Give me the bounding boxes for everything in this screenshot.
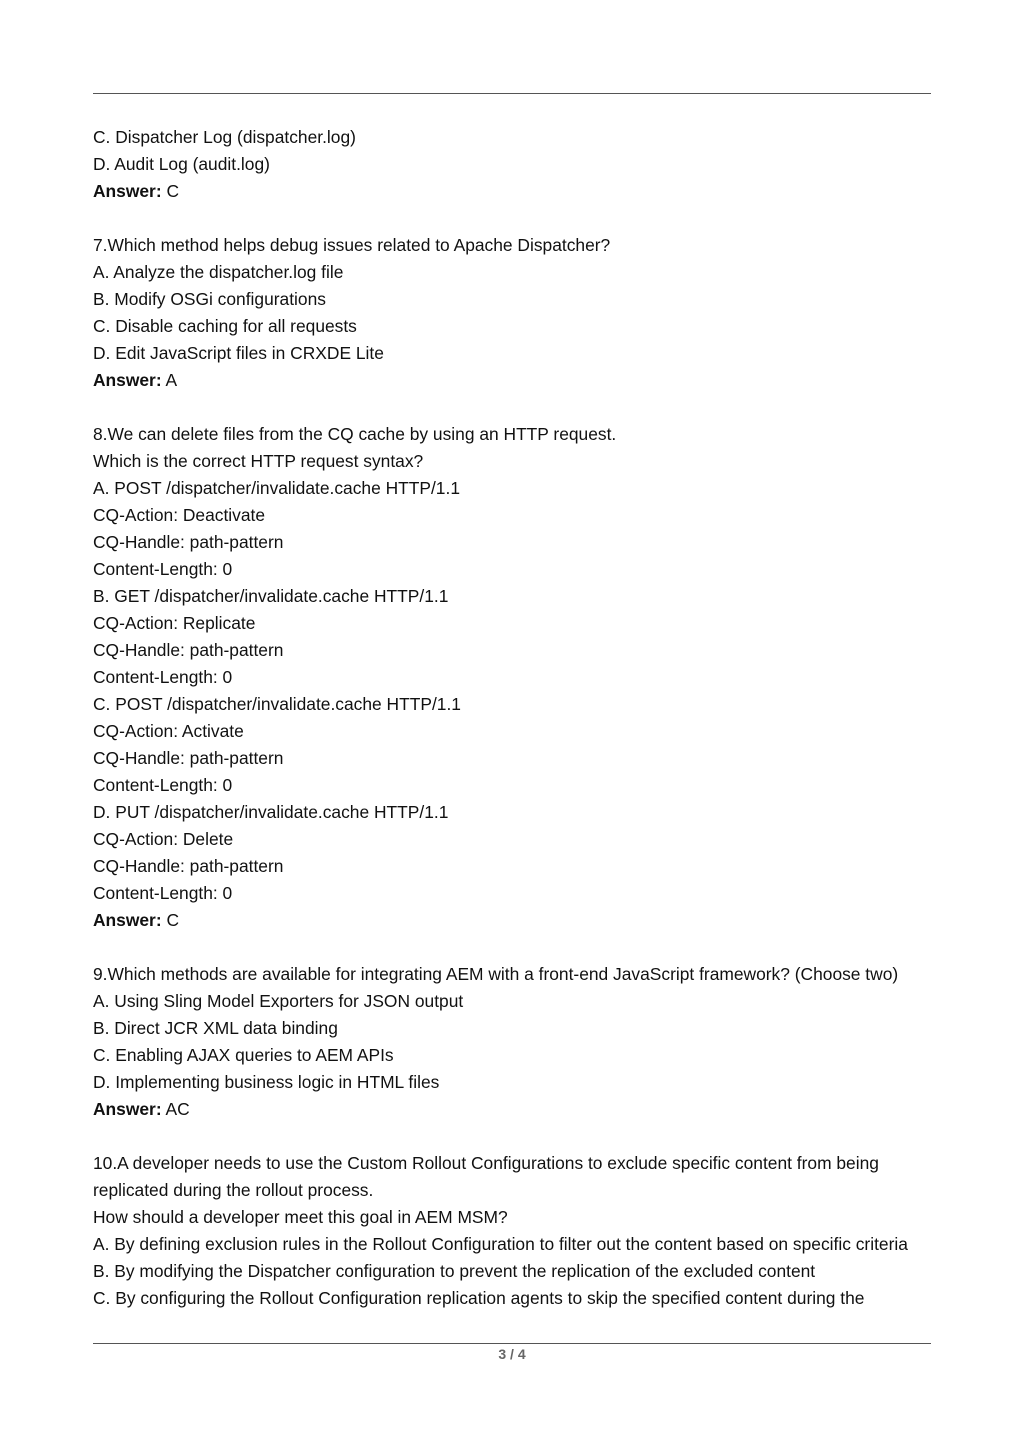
answer-label: Answer: <box>93 1099 162 1119</box>
question-10 <box>93 1150 943 1312</box>
option-b-line: CQ-Handle: path-pattern <box>93 640 284 660</box>
question-text: Which is the correct HTTP request syntax? <box>93 451 424 471</box>
question-text: 10.A developer needs to use the Custom Rollout Configurations to exclude specific content from being <box>93 1153 879 1173</box>
question-text: 9.Which methods are available for integrating AEM with a front-end JavaScript framework? (Choose two) <box>93 964 899 984</box>
answer-label: Answer: <box>93 910 162 930</box>
answer-value: C <box>161 181 180 201</box>
header-rule <box>93 93 931 94</box>
option-b-line: Content-Length: 0 <box>93 667 233 687</box>
option-c: C. Disable caching for all requests <box>93 316 357 336</box>
page-number: 3 / 4 <box>498 1346 526 1362</box>
answer-value: A <box>161 370 178 390</box>
question-7 <box>93 232 943 394</box>
option-c-line: CQ-Handle: path-pattern <box>93 748 284 768</box>
answer-line <box>93 367 943 394</box>
option-a: A. Using Sling Model Exporters for JSON output <box>93 991 464 1011</box>
answer-line <box>93 907 943 934</box>
answer-label: Answer: <box>93 370 162 390</box>
spacer <box>93 394 943 421</box>
option-a-line: CQ-Handle: path-pattern <box>93 532 284 552</box>
answer-line <box>93 178 943 205</box>
option-c-line: Content-Length: 0 <box>93 775 233 795</box>
option-b: B. GET /dispatcher/invalidate.cache HTTP/1.1 <box>93 586 449 606</box>
option-a-line: Content-Length: 0 <box>93 559 233 579</box>
option-b: B. Direct JCR XML data binding <box>93 1018 338 1038</box>
option-d-line: CQ-Handle: path-pattern <box>93 856 284 876</box>
question-text: How should a developer meet this goal in AEM MSM? <box>93 1207 508 1227</box>
answer-label: Answer: <box>93 181 162 201</box>
option-a: A. POST /dispatcher/invalidate.cache HTTP/1.1 <box>93 478 460 498</box>
answer-line <box>93 1096 943 1123</box>
answer-value: C <box>161 910 180 930</box>
option-d: D. Implementing business logic in HTML files <box>93 1072 440 1092</box>
option-d: D. Audit Log (audit.log) <box>93 154 270 174</box>
option-c: C. Enabling AJAX queries to AEM APIs <box>93 1045 394 1065</box>
option-c-line: CQ-Action: Activate <box>93 721 244 741</box>
option-c: C. Dispatcher Log (dispatcher.log) <box>93 127 356 147</box>
option-d-line: Content-Length: 0 <box>93 883 233 903</box>
option-b: B. Modify OSGi configurations <box>93 289 326 309</box>
question-9 <box>93 961 943 1123</box>
option-d: D. Edit JavaScript files in CRXDE Lite <box>93 343 384 363</box>
spacer <box>93 934 943 961</box>
question-text: replicated during the rollout process. <box>93 1180 374 1200</box>
question-8 <box>93 421 943 934</box>
question-text: 8.We can delete files from the CQ cache by using an HTTP request. <box>93 424 617 444</box>
option-c: C. By configuring the Rollout Configuration replication agents to skip the specified content during the <box>93 1288 865 1308</box>
option-a: A. By defining exclusion rules in the Rollout Configuration to filter out the content based on specific criteria <box>93 1234 908 1254</box>
answer-value: AC <box>161 1099 190 1119</box>
spacer <box>93 205 943 232</box>
footer-rule <box>93 1343 931 1344</box>
spacer <box>93 1123 943 1150</box>
document-body <box>93 124 943 1312</box>
question-text: 7.Which method helps debug issues related to Apache Dispatcher? <box>93 235 611 255</box>
option-a: A. Analyze the dispatcher.log file <box>93 262 344 282</box>
question-6-continued <box>93 124 943 205</box>
option-b-line: CQ-Action: Replicate <box>93 613 256 633</box>
option-d-line: CQ-Action: Delete <box>93 829 234 849</box>
option-c: C. POST /dispatcher/invalidate.cache HTTP/1.1 <box>93 694 461 714</box>
option-b: B. By modifying the Dispatcher configuration to prevent the replication of the excluded content <box>93 1261 816 1281</box>
option-d: D. PUT /dispatcher/invalidate.cache HTTP/1.1 <box>93 802 449 822</box>
option-a-line: CQ-Action: Deactivate <box>93 505 266 525</box>
